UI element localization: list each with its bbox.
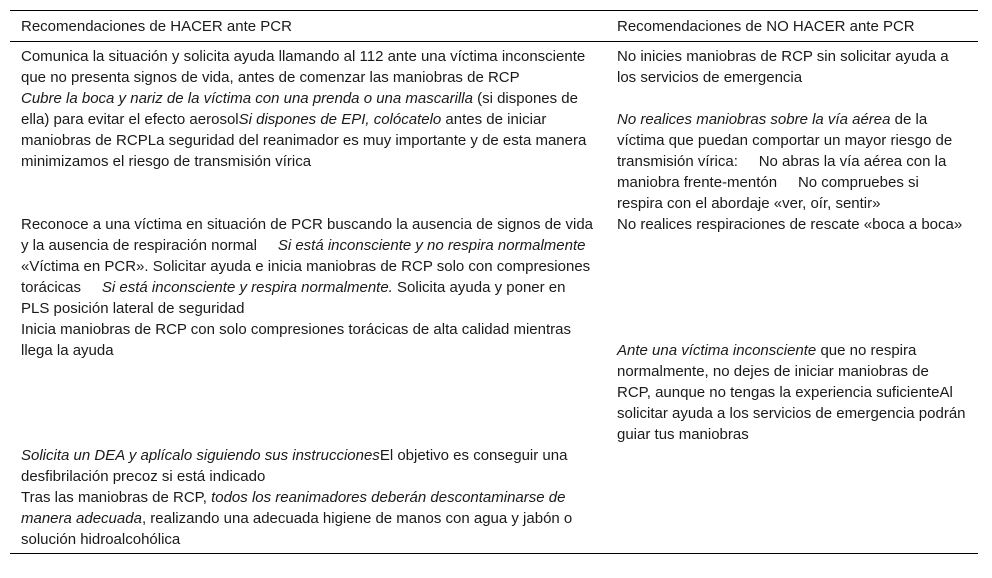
cell-text: No realices respiraciones de rescate «boca a boca» xyxy=(617,216,963,233)
cell-text: «Víctima en PCR». Solicitar ayuda e inicia maniobras de RCP solo con compresiones torácicas xyxy=(21,258,591,296)
header-row xyxy=(10,11,978,42)
cell-text: (si dispones de ella) para evitar el efecto aerosol xyxy=(21,90,578,128)
cell-emphasis: No realices maniobras sobre la vía aérea xyxy=(617,111,891,128)
dont-cell xyxy=(606,487,978,554)
cell-text: , realizando una adecuada higiene de manos con agua y jabón o solución hidroalcohólica xyxy=(21,510,573,548)
header-dont: Recomendaciones de NO HACER ante PCR xyxy=(617,17,915,35)
table-row xyxy=(10,319,978,445)
cell-spacer xyxy=(617,319,966,340)
cell-emphasis: Ante una víctima inconsciente xyxy=(617,342,817,359)
cell-emphasis: todos los reanimadores deberán descontaminarse de manera adecuada xyxy=(21,489,566,527)
do-cell xyxy=(10,42,606,89)
header-do: Recomendaciones de HACER ante PCR xyxy=(21,17,292,35)
cell-emphasis: Si está inconsciente y respira normalmente. xyxy=(101,279,393,296)
dont-cell xyxy=(606,88,978,214)
do-cell xyxy=(10,445,606,487)
cell-text: El objetivo es conseguir una desfibrilación precoz si está indicado xyxy=(21,447,568,485)
dont-cell xyxy=(606,319,978,445)
cell-text: No compruebes si respira con el abordaje «ver, oír, sentir» xyxy=(617,174,919,212)
table-row xyxy=(10,487,978,554)
cell-emphasis: Si dispones de EPI, colócatelo xyxy=(238,111,442,128)
do-cell xyxy=(10,319,606,445)
cell-text: Inicia maniobras de RCP con solo compresiones torácicas de alta calidad mientras llega la ayuda xyxy=(21,321,571,359)
cell-emphasis: Cubre la boca y nariz de la víctima con una prenda o una mascarilla xyxy=(21,90,473,107)
cell-text: Reconoce a una víctima en situación de PCR buscando la ausencia de signos de vida y la ausencia de respiración normal xyxy=(21,216,594,254)
do-cell xyxy=(10,88,606,214)
table-body xyxy=(10,42,978,554)
cell-emphasis: Si está inconsciente y no respira normalmente xyxy=(277,237,586,254)
cell-text: que no respira normalmente, no dejes de iniciar maniobras de RCP, aunque no tengas la experiencia suficiente xyxy=(617,342,940,401)
cell-text: Solicita ayuda y poner en PLS posición lateral de seguridad xyxy=(21,279,566,317)
cell-text: de la víctima que puedan comportar un mayor riesgo de transmisión vírica: xyxy=(617,111,953,170)
cell-text: Tras las maniobras de RCP, xyxy=(21,489,212,506)
table-header xyxy=(10,11,978,42)
cell-text: Comunica la situación y solicita ayuda llamando al 112 ante una víctima inconsciente que no presenta signos de vida, antes de comenzar las maniobras de RCP xyxy=(21,48,586,86)
table-row xyxy=(10,445,978,487)
recommendations-table xyxy=(10,10,978,554)
cell-text: La seguridad del reanimador es muy importante y de esta manera minimizamos el riesgo de transmisión vírica xyxy=(21,132,587,170)
cell-text: Al solicitar ayuda a los servicios de emergencia podrán guiar tus maniobras xyxy=(617,384,966,443)
cell-text: antes de iniciar maniobras de RCP xyxy=(21,111,547,149)
cell-text: No inicies maniobras de RCP sin solicitar ayuda a los servicios de emergencia xyxy=(617,48,949,86)
dont-cell xyxy=(606,214,978,319)
cell-spacer xyxy=(617,88,966,109)
cell-emphasis: Solicita un DEA y aplícalo siguiendo sus instrucciones xyxy=(21,447,380,464)
table-row xyxy=(10,214,978,319)
dont-cell xyxy=(606,42,978,89)
do-cell xyxy=(10,214,606,319)
do-cell xyxy=(10,487,606,554)
table-row xyxy=(10,42,978,89)
dont-cell xyxy=(606,445,978,487)
table-row xyxy=(10,88,978,214)
cell-text: No abras la vía aérea con la maniobra frente-mentón xyxy=(617,153,947,191)
